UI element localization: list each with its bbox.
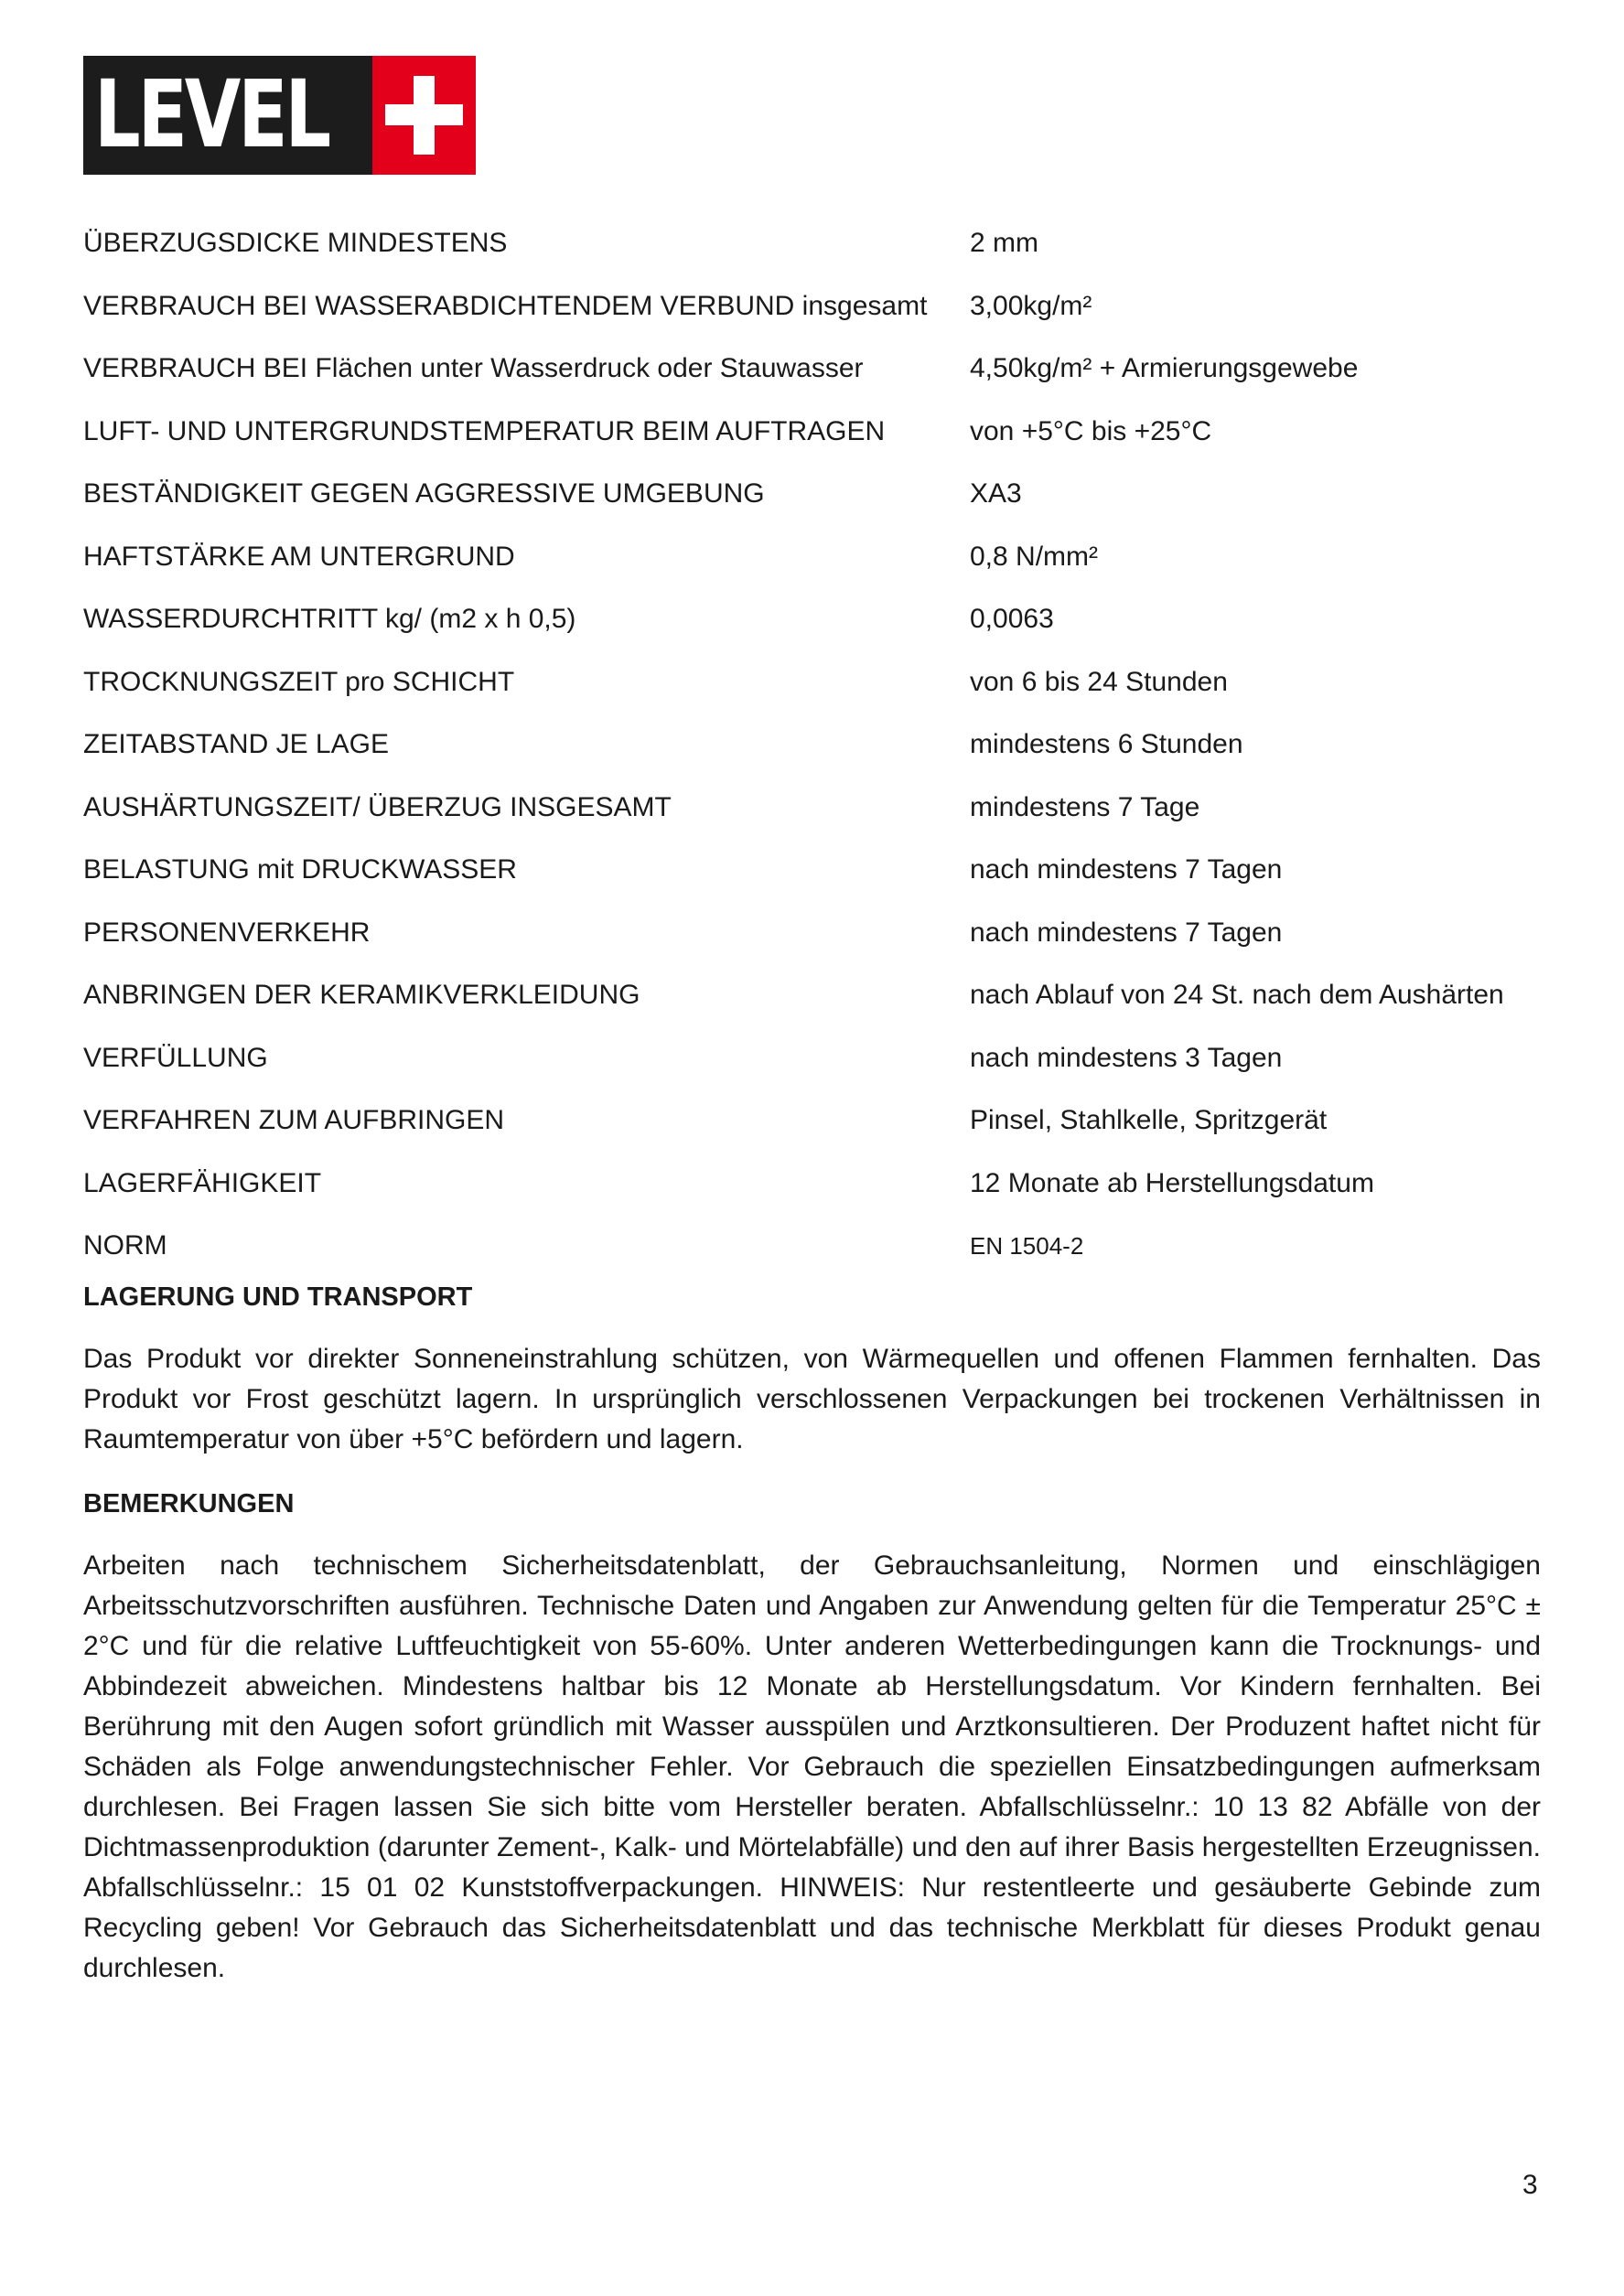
spec-label: VERBRAUCH BEI Flächen unter Wasserdruck oder Stauwasser bbox=[83, 353, 864, 384]
spec-value: nach Ablauf von 24 St. nach dem Aushärten bbox=[970, 980, 1504, 1011]
spec-row bbox=[83, 1089, 1547, 1153]
logo-wordmark-panel bbox=[83, 56, 372, 175]
spec-label: ANBRINGEN DER KERAMIKVERKLEIDUNG bbox=[83, 980, 640, 1011]
spec-label: NORM bbox=[83, 1230, 167, 1261]
spec-value: XA3 bbox=[970, 478, 1022, 510]
spec-label: TROCKNUNGSZEIT pro SCHICHT bbox=[83, 666, 515, 697]
spec-label: PERSONENVERKEHR bbox=[83, 917, 371, 948]
logo-wordmark: LEVEL bbox=[94, 60, 329, 169]
spec-row bbox=[83, 401, 1547, 464]
spec-value: von +5°C bis +25°C bbox=[970, 415, 1212, 446]
spec-row bbox=[83, 463, 1547, 526]
spec-label: LAGERFÄHIGKEIT bbox=[83, 1167, 322, 1198]
spec-value: EN 1504-2 bbox=[970, 1231, 1084, 1260]
spec-row bbox=[83, 1027, 1547, 1090]
spec-row bbox=[83, 777, 1547, 840]
logo-plus-panel bbox=[372, 56, 476, 175]
spec-label: HAFTSTÄRKE AM UNTERGRUND bbox=[83, 541, 515, 572]
spec-label: BESTÄNDIGKEIT GEGEN AGGRESSIVE UMGEBUNG bbox=[83, 478, 765, 510]
spec-label: VERFAHREN ZUM AUFBRINGEN bbox=[83, 1105, 505, 1136]
spec-value: nach mindestens 3 Tagen bbox=[970, 1042, 1283, 1073]
spec-label: WASSERDURCHTRITT kg/ (m2 x h 0,5) bbox=[83, 604, 576, 635]
spec-row bbox=[83, 839, 1547, 902]
spec-label: AUSHÄRTUNGSZEIT/ ÜBERZUG INSGESAMT bbox=[83, 791, 672, 822]
spec-value: Pinsel, Stahlkelle, Spritzgerät bbox=[970, 1105, 1328, 1136]
page-number: 3 bbox=[1522, 2170, 1538, 2200]
spec-value: 0,0063 bbox=[970, 604, 1054, 635]
spec-row bbox=[83, 713, 1547, 777]
spec-label: ÜBERZUGSDICKE MINDESTENS bbox=[83, 228, 508, 259]
spec-value: nach mindestens 7 Tagen bbox=[970, 854, 1283, 885]
spec-label: BELASTUNG mit DRUCKWASSER bbox=[83, 854, 517, 885]
spec-label: LUFT- UND UNTERGRUNDSTEMPERATUR BEIM AUFTRAGEN bbox=[83, 415, 886, 446]
spec-row bbox=[83, 651, 1547, 714]
storage-heading: LAGERUNG UND TRANSPORT bbox=[83, 1282, 473, 1312]
spec-value: 12 Monate ab Herstellungsdatum bbox=[970, 1167, 1374, 1198]
spec-row bbox=[83, 338, 1547, 401]
spec-row bbox=[83, 1215, 1547, 1278]
spec-value: nach mindestens 7 Tagen bbox=[970, 917, 1283, 948]
spec-row bbox=[83, 1153, 1547, 1216]
spec-row bbox=[83, 588, 1547, 651]
technical-data-table bbox=[83, 212, 1547, 1278]
spec-row bbox=[83, 275, 1547, 338]
spec-label: VERFÜLLUNG bbox=[83, 1042, 268, 1073]
spec-row bbox=[83, 212, 1547, 275]
spec-value: mindestens 7 Tage bbox=[970, 791, 1200, 822]
remarks-text: Arbeiten nach technischem Sicherheitsdatenblatt, der Gebrauchsanleitung, Normen und einschlägigen Arbeitsschutzvorschriften ausführen. Technische Daten und Angaben zur Anwendung gelten für die Temperatur 25°C ± 2°C und für die relative Luftfeuchtigkeit von 55-60%. Unter anderen Wetterbedingungen kann die Trocknungs- und Abbindezeit abweichen. Mindestens haltbar bis 12 Monate ab Herstellungsdatum. Vor Kindern fernhalten. Bei Berührung mit den Augen sofort gründlich mit Wasser ausspülen und Arztkonsultieren. Der Produzent haftet nicht für Schäden als Folge anwendungstechnischer Fehler. Vor Gebrauch die speziellen Einsatzbedingungen aufmerksam durchlesen. Bei Fragen lassen Sie sich bitte vom Hersteller beraten. Abfallschlüsselnr.: 10 13 82 Abfälle von der Dichtmassenproduktion (darunter Zement-, Kalk- und Mörtelabfälle) und den auf ihrer Basis hergestellten Erzeugnissen. Abfallschlüsselnr.: 15 01 02 Kunststoffverpackungen. HINWEIS: Nur restentleerte und gesäuberte Gebinde zum Recycling geben! Vor Gebrauch das Sicherheitsdatenblatt und das technische Merkblatt für dieses Produkt genau durchlesen. bbox=[83, 1550, 1541, 1983]
spec-row bbox=[83, 964, 1547, 1027]
spec-value: von 6 bis 24 Stunden bbox=[970, 666, 1228, 697]
remarks-section bbox=[83, 1484, 1541, 1989]
spec-row bbox=[83, 526, 1547, 589]
spec-label: VERBRAUCH BEI WASSERABDICHTENDEM VERBUND insgesamt bbox=[83, 290, 928, 321]
spec-value: 3,00kg/m² bbox=[970, 290, 1092, 321]
storage-section bbox=[83, 1277, 1541, 1460]
spec-value: 4,50kg/m² + Armierungsgewebe bbox=[970, 353, 1359, 384]
spec-row bbox=[83, 902, 1547, 965]
spec-value: 0,8 N/mm² bbox=[970, 541, 1099, 572]
brand-logo bbox=[83, 56, 476, 175]
spec-label: ZEITABSTAND JE LAGE bbox=[83, 729, 389, 760]
remarks-heading: BEMERKUNGEN bbox=[83, 1489, 295, 1518]
spec-value: 2 mm bbox=[970, 228, 1038, 259]
spec-value: mindestens 6 Stunden bbox=[970, 729, 1243, 760]
storage-text: Das Produkt vor direkter Sonneneinstrahlung schützen, von Wärmequellen und offenen Flammen fernhalten. Das Produkt vor Frost geschützt lagern. In ursprünglich verschlossenen Verpackungen bei trockenen Verhältnissen in Raumtemperatur von über +5°C befördern und lagern. bbox=[83, 1344, 1541, 1454]
